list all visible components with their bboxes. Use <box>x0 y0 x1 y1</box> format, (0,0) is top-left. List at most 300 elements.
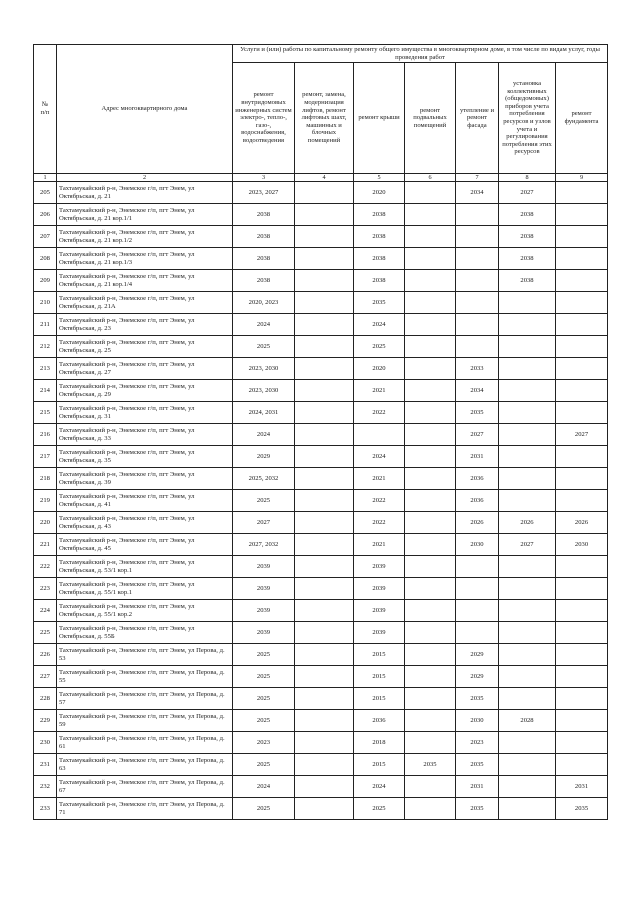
cell-meters-year <box>499 776 556 798</box>
table-row <box>34 578 608 600</box>
row-address: Тахтамукайский р-н, Энемское г/п, пгт Энем, ул Перова, д. 59 <box>57 710 233 732</box>
cell-foundation-year <box>556 710 608 732</box>
cell-facade-year <box>456 600 499 622</box>
cell-roof-year: 2022 <box>354 490 405 512</box>
cell-foundation-year <box>556 732 608 754</box>
cell-basement-year <box>405 622 456 644</box>
row-number: 214 <box>34 380 57 402</box>
cell-basement-year <box>405 490 456 512</box>
cell-roof-year: 2025 <box>354 798 405 820</box>
cell-meters-year <box>499 380 556 402</box>
header-col-meters: установка коллективных (общедомовых) приборов учета потребления ресурсов и узлов учета и регулирования потребления этих ресурсов <box>499 63 556 174</box>
cell-facade-year: 2029 <box>456 666 499 688</box>
table-row <box>34 226 608 248</box>
cell-meters-year: 2038 <box>499 226 556 248</box>
cell-foundation-year: 2030 <box>556 534 608 556</box>
header-num: № п/п <box>34 45 57 174</box>
cell-basement-year <box>405 292 456 314</box>
cell-foundation-year <box>556 622 608 644</box>
row-number: 210 <box>34 292 57 314</box>
cell-roof-year: 2015 <box>354 666 405 688</box>
cell-foundation-year: 2026 <box>556 512 608 534</box>
row-address: Тахтамукайский р-н, Энемское г/п, пгт Энем, ул Октябрьская, д. 55/1 кор.2 <box>57 600 233 622</box>
table-row <box>34 402 608 424</box>
cell-roof-year: 2038 <box>354 270 405 292</box>
header-col-foundation: ремонт фундамента <box>556 63 608 174</box>
cell-meters-year <box>499 490 556 512</box>
cell-elevators-year <box>295 446 354 468</box>
cell-elevators-year <box>295 556 354 578</box>
cell-foundation-year <box>556 578 608 600</box>
cell-engineering-year: 2024 <box>233 314 295 336</box>
cell-roof-year: 2024 <box>354 776 405 798</box>
row-address: Тахтамукайский р-н, Энемское г/п, пгт Энем, ул Перова, д. 61 <box>57 732 233 754</box>
col-index: 9 <box>556 174 608 182</box>
row-number: 206 <box>34 204 57 226</box>
cell-engineering-year: 2020, 2023 <box>233 292 295 314</box>
capital-repair-schedule <box>33 44 608 820</box>
row-address: Тахтамукайский р-н, Энемское г/п, пгт Энем, ул Октябрьская, д. 35 <box>57 446 233 468</box>
cell-facade-year <box>456 292 499 314</box>
cell-engineering-year: 2027, 2032 <box>233 534 295 556</box>
cell-engineering-year: 2027 <box>233 512 295 534</box>
cell-foundation-year: 2031 <box>556 776 608 798</box>
cell-meters-year <box>499 798 556 820</box>
cell-elevators-year <box>295 336 354 358</box>
cell-basement-year <box>405 710 456 732</box>
cell-foundation-year <box>556 468 608 490</box>
cell-elevators-year <box>295 204 354 226</box>
cell-meters-year: 2027 <box>499 534 556 556</box>
cell-elevators-year <box>295 270 354 292</box>
cell-roof-year: 2024 <box>354 446 405 468</box>
cell-engineering-year: 2024, 2031 <box>233 402 295 424</box>
cell-roof-year: 2020 <box>354 358 405 380</box>
cell-roof-year: 2038 <box>354 204 405 226</box>
row-address: Тахтамукайский р-н, Энемское г/п, пгт Энем, ул Перова, д. 55 <box>57 666 233 688</box>
cell-engineering-year: 2025 <box>233 490 295 512</box>
row-address: Тахтамукайский р-н, Энемское г/п, пгт Энем, ул Октябрьская, д. 21 кор.1/3 <box>57 248 233 270</box>
cell-basement-year <box>405 424 456 446</box>
row-address: Тахтамукайский р-н, Энемское г/п, пгт Энем, ул Октябрьская, д. 55/1 кор.1 <box>57 578 233 600</box>
row-address: Тахтамукайский р-н, Энемское г/п, пгт Энем, ул Октябрьская, д. 45 <box>57 534 233 556</box>
cell-engineering-year: 2023 <box>233 732 295 754</box>
cell-facade-year <box>456 336 499 358</box>
cell-elevators-year <box>295 380 354 402</box>
cell-basement-year <box>405 314 456 336</box>
cell-roof-year: 2020 <box>354 182 405 204</box>
cell-foundation-year <box>556 556 608 578</box>
cell-meters-year: 2026 <box>499 512 556 534</box>
cell-foundation-year <box>556 446 608 468</box>
table-row <box>34 512 608 534</box>
row-number: 217 <box>34 446 57 468</box>
cell-elevators-year <box>295 424 354 446</box>
cell-roof-year: 2036 <box>354 710 405 732</box>
cell-engineering-year: 2023, 2027 <box>233 182 295 204</box>
cell-elevators-year <box>295 710 354 732</box>
cell-basement-year <box>405 468 456 490</box>
row-number: 230 <box>34 732 57 754</box>
cell-elevators-year <box>295 358 354 380</box>
cell-facade-year: 2035 <box>456 688 499 710</box>
cell-engineering-year: 2039 <box>233 622 295 644</box>
header-services-title: Услуги и (или) работы по капитальному ремонту общего имущества в многоквартирном доме, в том числе по видам услуг, годы проведения работ <box>233 45 608 63</box>
cell-foundation-year: 2035 <box>556 798 608 820</box>
cell-engineering-year: 2024 <box>233 424 295 446</box>
cell-facade-year <box>456 556 499 578</box>
cell-engineering-year: 2025 <box>233 666 295 688</box>
col-index: 1 <box>34 174 57 182</box>
header-col-roof: ремонт крыши <box>354 63 405 174</box>
row-address: Тахтамукайский р-н, Энемское г/п, пгт Энем, ул Октябрьская, д. 53/1 кор.1 <box>57 556 233 578</box>
cell-facade-year: 2031 <box>456 776 499 798</box>
cell-roof-year <box>354 424 405 446</box>
cell-engineering-year: 2025 <box>233 754 295 776</box>
cell-facade-year: 2027 <box>456 424 499 446</box>
row-number: 216 <box>34 424 57 446</box>
table-row <box>34 600 608 622</box>
table-row <box>34 644 608 666</box>
cell-engineering-year: 2025, 2032 <box>233 468 295 490</box>
cell-roof-year: 2024 <box>354 314 405 336</box>
row-number: 208 <box>34 248 57 270</box>
cell-basement-year <box>405 182 456 204</box>
table-row <box>34 292 608 314</box>
cell-meters-year <box>499 314 556 336</box>
cell-roof-year: 2018 <box>354 732 405 754</box>
header-row-top <box>34 45 608 63</box>
cell-elevators-year <box>295 688 354 710</box>
row-address: Тахтамукайский р-н, Энемское г/п, пгт Энем, ул Октябрьская, д. 21 кор.1/1 <box>57 204 233 226</box>
cell-facade-year: 2029 <box>456 644 499 666</box>
table-row <box>34 358 608 380</box>
cell-foundation-year <box>556 204 608 226</box>
cell-meters-year: 2038 <box>499 204 556 226</box>
cell-engineering-year: 2025 <box>233 336 295 358</box>
cell-facade-year: 2036 <box>456 490 499 512</box>
cell-meters-year <box>499 468 556 490</box>
row-address: Тахтамукайский р-н, Энемское г/п, пгт Энем, ул Октябрьская, д. 25 <box>57 336 233 358</box>
cell-engineering-year: 2024 <box>233 776 295 798</box>
cell-foundation-year <box>556 314 608 336</box>
cell-facade-year: 2023 <box>456 732 499 754</box>
cell-basement-year <box>405 358 456 380</box>
cell-meters-year <box>499 644 556 666</box>
cell-facade-year <box>456 248 499 270</box>
cell-elevators-year <box>295 402 354 424</box>
cell-elevators-year <box>295 512 354 534</box>
row-number: 221 <box>34 534 57 556</box>
cell-facade-year <box>456 314 499 336</box>
cell-basement-year <box>405 204 456 226</box>
cell-meters-year <box>499 622 556 644</box>
row-address: Тахтамукайский р-н, Энемское г/п, пгт Энем, ул Перова, д. 63 <box>57 754 233 776</box>
cell-engineering-year: 2038 <box>233 270 295 292</box>
cell-engineering-year: 2038 <box>233 248 295 270</box>
row-address: Тахтамукайский р-н, Энемское г/п, пгт Энем, ул Октябрьская, д. 21 <box>57 182 233 204</box>
cell-meters-year <box>499 600 556 622</box>
cell-elevators-year <box>295 622 354 644</box>
row-number: 211 <box>34 314 57 336</box>
cell-meters-year <box>499 292 556 314</box>
cell-facade-year: 2034 <box>456 380 499 402</box>
cell-elevators-year <box>295 578 354 600</box>
row-number: 231 <box>34 754 57 776</box>
table-row <box>34 468 608 490</box>
row-address: Тахтамукайский р-н, Энемское г/п, пгт Энем, ул Октябрьская, д. 29 <box>57 380 233 402</box>
row-number: 223 <box>34 578 57 600</box>
header-address: Адрес многоквартирного дома <box>57 45 233 174</box>
cell-facade-year: 2030 <box>456 534 499 556</box>
table-row <box>34 248 608 270</box>
table-row <box>34 688 608 710</box>
row-number: 220 <box>34 512 57 534</box>
cell-meters-year <box>499 336 556 358</box>
table-row <box>34 336 608 358</box>
row-address: Тахтамукайский р-н, Энемское г/п, пгт Энем, ул Октябрьская, д. 55Б <box>57 622 233 644</box>
cell-facade-year: 2034 <box>456 182 499 204</box>
cell-roof-year: 2015 <box>354 644 405 666</box>
header-col-engineering: ремонт внутридомовых инженерных систем электро-, тепло-, газо-, водоснабжения, водоотведения <box>233 63 295 174</box>
cell-foundation-year <box>556 270 608 292</box>
cell-facade-year: 2036 <box>456 468 499 490</box>
cell-elevators-year <box>295 248 354 270</box>
row-number: 209 <box>34 270 57 292</box>
cell-elevators-year <box>295 468 354 490</box>
table-row <box>34 776 608 798</box>
cell-facade-year: 2033 <box>456 358 499 380</box>
table-row <box>34 380 608 402</box>
cell-basement-year <box>405 534 456 556</box>
cell-engineering-year: 2029 <box>233 446 295 468</box>
cell-engineering-year: 2038 <box>233 226 295 248</box>
row-address: Тахтамукайский р-н, Энемское г/п, пгт Энем, ул Октябрьская, д. 33 <box>57 424 233 446</box>
cell-basement-year <box>405 578 456 600</box>
cell-roof-year: 2038 <box>354 248 405 270</box>
col-index: 2 <box>57 174 233 182</box>
cell-roof-year: 2039 <box>354 578 405 600</box>
cell-roof-year: 2021 <box>354 380 405 402</box>
cell-roof-year: 2022 <box>354 402 405 424</box>
cell-elevators-year <box>295 292 354 314</box>
cell-elevators-year <box>295 314 354 336</box>
cell-basement-year <box>405 688 456 710</box>
row-address: Тахтамукайский р-н, Энемское г/п, пгт Энем, ул Октябрьская, д. 41 <box>57 490 233 512</box>
row-number: 233 <box>34 798 57 820</box>
cell-foundation-year <box>556 666 608 688</box>
cell-facade-year: 2035 <box>456 402 499 424</box>
cell-meters-year: 2038 <box>499 248 556 270</box>
cell-foundation-year <box>556 402 608 424</box>
cell-roof-year: 2025 <box>354 336 405 358</box>
cell-meters-year <box>499 688 556 710</box>
table-row <box>34 270 608 292</box>
cell-elevators-year <box>295 490 354 512</box>
row-number: 232 <box>34 776 57 798</box>
cell-basement-year <box>405 512 456 534</box>
cell-meters-year <box>499 446 556 468</box>
row-address: Тахтамукайский р-н, Энемское г/п, пгт Энем, ул Октябрьская, д. 21 кор.1/2 <box>57 226 233 248</box>
cell-foundation-year <box>556 248 608 270</box>
cell-elevators-year <box>295 754 354 776</box>
row-address: Тахтамукайский р-н, Энемское г/п, пгт Энем, ул Октябрьская, д. 43 <box>57 512 233 534</box>
cell-foundation-year <box>556 182 608 204</box>
cell-meters-year <box>499 754 556 776</box>
header-col-basement: ремонт подвальных помещений <box>405 63 456 174</box>
cell-basement-year <box>405 644 456 666</box>
cell-engineering-year: 2023, 2030 <box>233 358 295 380</box>
cell-facade-year: 2026 <box>456 512 499 534</box>
cell-meters-year <box>499 666 556 688</box>
cell-engineering-year: 2038 <box>233 204 295 226</box>
row-number: 222 <box>34 556 57 578</box>
cell-basement-year <box>405 666 456 688</box>
cell-facade-year <box>456 578 499 600</box>
cell-roof-year: 2039 <box>354 622 405 644</box>
cell-basement-year <box>405 270 456 292</box>
cell-basement-year <box>405 798 456 820</box>
table-row <box>34 490 608 512</box>
cell-meters-year: 2027 <box>499 182 556 204</box>
row-address: Тахтамукайский р-н, Энемское г/п, пгт Энем, ул Перова, д. 71 <box>57 798 233 820</box>
cell-meters-year <box>499 358 556 380</box>
row-address: Тахтамукайский р-н, Энемское г/п, пгт Энем, ул Октябрьская, д. 23 <box>57 314 233 336</box>
cell-foundation-year <box>556 644 608 666</box>
table-row <box>34 204 608 226</box>
cell-engineering-year: 2039 <box>233 556 295 578</box>
cell-basement-year <box>405 446 456 468</box>
col-index: 5 <box>354 174 405 182</box>
table-row <box>34 534 608 556</box>
cell-basement-year <box>405 776 456 798</box>
table-row <box>34 666 608 688</box>
row-address: Тахтамукайский р-н, Энемское г/п, пгт Энем, ул Октябрьская, д. 31 <box>57 402 233 424</box>
cell-roof-year: 2038 <box>354 226 405 248</box>
header-row-index <box>34 174 608 182</box>
cell-roof-year: 2035 <box>354 292 405 314</box>
row-address: Тахтамукайский р-н, Энемское г/п, пгт Энем, ул Перова, д. 57 <box>57 688 233 710</box>
row-address: Тахтамукайский р-н, Энемское г/п, пгт Энем, ул Октябрьская, д. 39 <box>57 468 233 490</box>
row-number: 226 <box>34 644 57 666</box>
cell-engineering-year: 2039 <box>233 578 295 600</box>
cell-meters-year <box>499 556 556 578</box>
cell-facade-year: 2030 <box>456 710 499 732</box>
cell-basement-year <box>405 600 456 622</box>
cell-facade-year: 2035 <box>456 754 499 776</box>
cell-elevators-year <box>295 644 354 666</box>
row-number: 225 <box>34 622 57 644</box>
cell-roof-year: 2015 <box>354 754 405 776</box>
col-index: 6 <box>405 174 456 182</box>
cell-basement-year <box>405 226 456 248</box>
col-index: 4 <box>295 174 354 182</box>
cell-meters-year <box>499 578 556 600</box>
cell-engineering-year: 2025 <box>233 688 295 710</box>
row-number: 212 <box>34 336 57 358</box>
cell-roof-year: 2039 <box>354 556 405 578</box>
cell-roof-year: 2021 <box>354 534 405 556</box>
cell-elevators-year <box>295 182 354 204</box>
table-row <box>34 556 608 578</box>
row-number: 213 <box>34 358 57 380</box>
cell-roof-year: 2021 <box>354 468 405 490</box>
cell-engineering-year: 2025 <box>233 798 295 820</box>
cell-foundation-year: 2027 <box>556 424 608 446</box>
cell-basement-year: 2035 <box>405 754 456 776</box>
row-number: 215 <box>34 402 57 424</box>
row-number: 229 <box>34 710 57 732</box>
row-number: 207 <box>34 226 57 248</box>
cell-basement-year <box>405 336 456 358</box>
cell-foundation-year <box>556 358 608 380</box>
cell-meters-year <box>499 732 556 754</box>
row-address: Тахтамукайский р-н, Энемское г/п, пгт Энем, ул Октябрьская, д. 21А <box>57 292 233 314</box>
cell-basement-year <box>405 380 456 402</box>
col-index: 7 <box>456 174 499 182</box>
cell-meters-year: 2038 <box>499 270 556 292</box>
cell-elevators-year <box>295 534 354 556</box>
row-number: 218 <box>34 468 57 490</box>
cell-engineering-year: 2023, 2030 <box>233 380 295 402</box>
cell-engineering-year: 2025 <box>233 710 295 732</box>
cell-roof-year: 2022 <box>354 512 405 534</box>
row-number: 219 <box>34 490 57 512</box>
table-row <box>34 424 608 446</box>
cell-meters-year <box>499 402 556 424</box>
cell-elevators-year <box>295 732 354 754</box>
header-col-elevators: ремонт, замена, модернизация лифтов, ремонт лифтовых шахт, машинных и блочных помещений <box>295 63 354 174</box>
cell-elevators-year <box>295 776 354 798</box>
cell-facade-year <box>456 204 499 226</box>
cell-facade-year <box>456 226 499 248</box>
header-col-facade: утепление и ремонт фасада <box>456 63 499 174</box>
table-row <box>34 182 608 204</box>
row-number: 227 <box>34 666 57 688</box>
table-row <box>34 798 608 820</box>
cell-basement-year <box>405 248 456 270</box>
cell-roof-year: 2039 <box>354 600 405 622</box>
cell-facade-year: 2031 <box>456 446 499 468</box>
cell-basement-year <box>405 402 456 424</box>
cell-engineering-year: 2025 <box>233 644 295 666</box>
cell-elevators-year <box>295 226 354 248</box>
col-index: 3 <box>233 174 295 182</box>
cell-facade-year <box>456 270 499 292</box>
row-address: Тахтамукайский р-н, Энемское г/п, пгт Энем, ул Перова, д. 53 <box>57 644 233 666</box>
cell-foundation-year <box>556 600 608 622</box>
repair-table <box>33 44 608 820</box>
cell-foundation-year <box>556 380 608 402</box>
row-number: 224 <box>34 600 57 622</box>
row-number: 205 <box>34 182 57 204</box>
cell-foundation-year <box>556 754 608 776</box>
cell-foundation-year <box>556 688 608 710</box>
table-row <box>34 732 608 754</box>
cell-meters-year <box>499 424 556 446</box>
table-row <box>34 710 608 732</box>
row-address: Тахтамукайский р-н, Энемское г/п, пгт Энем, ул Октябрьская, д. 21 кор.1/4 <box>57 270 233 292</box>
cell-roof-year: 2015 <box>354 688 405 710</box>
row-number: 228 <box>34 688 57 710</box>
row-address: Тахтамукайский р-н, Энемское г/п, пгт Энем, ул Октябрьская, д. 27 <box>57 358 233 380</box>
table-body <box>34 182 608 820</box>
cell-elevators-year <box>295 600 354 622</box>
cell-foundation-year <box>556 490 608 512</box>
table-row <box>34 754 608 776</box>
cell-basement-year <box>405 556 456 578</box>
col-index: 8 <box>499 174 556 182</box>
